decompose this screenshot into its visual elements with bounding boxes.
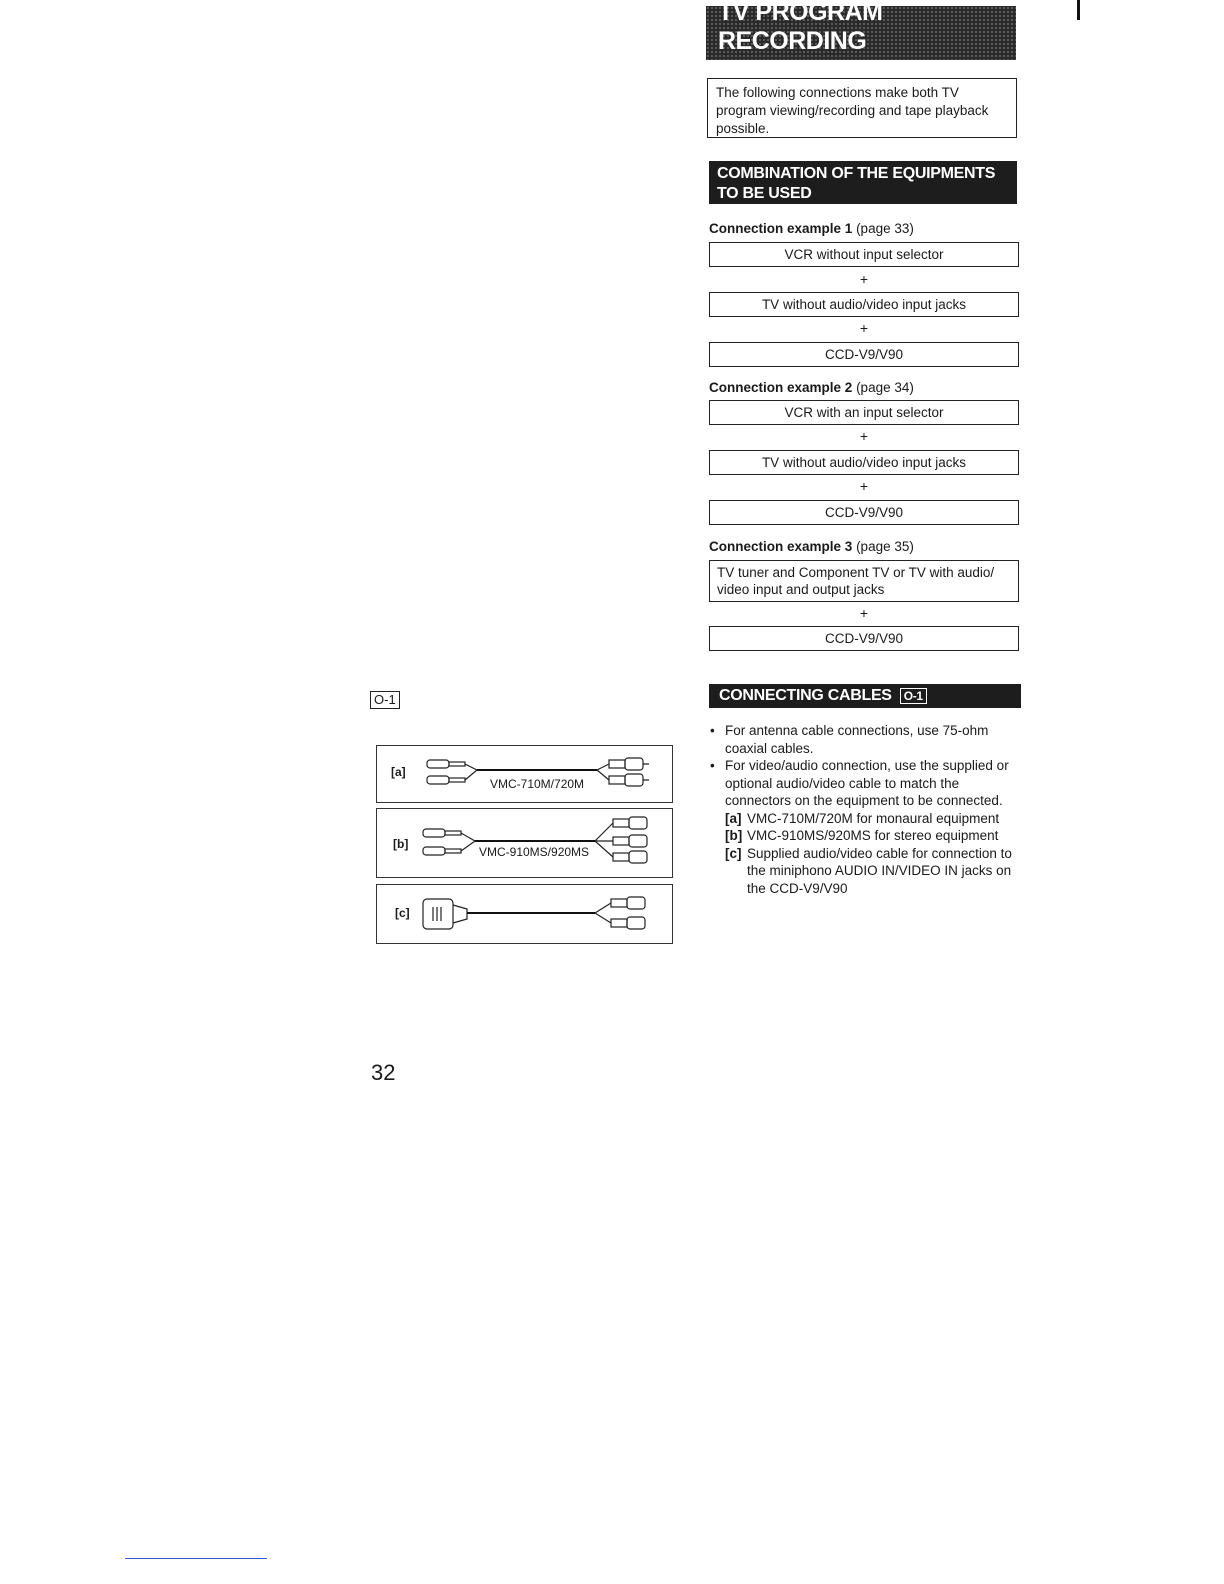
example-3-title: Connection example 3: [709, 539, 853, 554]
cable-c-drawing: [377, 885, 674, 945]
example-3-equipment-1: TV tuner and Component TV or TV with audio/ video input and output jacks: [709, 560, 1019, 602]
example-1-equipment-1: VCR without input selector: [709, 242, 1019, 267]
sub-item-tag: [c]: [725, 845, 742, 861]
edge-mark: [1077, 0, 1080, 20]
sub-item-text: Supplied audio/video cable for connection to the miniphono AUDIO IN/VIDEO IN jacks on the CCD-V9/V90: [747, 845, 1012, 896]
intro-note: The following connections make both TV program viewing/recording and tape playback possible.: [707, 78, 1017, 138]
example-1-page-ref: (page 33): [856, 221, 914, 236]
plus-sign: +: [859, 320, 869, 336]
plus-sign: +: [859, 428, 869, 444]
plus-sign: +: [859, 271, 869, 287]
plus-sign: +: [859, 605, 869, 621]
bullet-antenna: • For antenna cable connections, use 75-ohm coaxial cables.: [710, 722, 1022, 757]
example-2-title: Connection example 2: [709, 380, 853, 395]
connection-example-2-label: [709, 379, 914, 397]
example-1-title: Connection example 1: [709, 221, 853, 236]
cable-b-drawing: [377, 809, 674, 879]
cable-model-b: VMC-910MS/920MS: [479, 845, 590, 859]
example-2-equipment-3: CCD-V9/V90: [709, 500, 1019, 525]
cable-tag-b: [b]: [393, 837, 409, 851]
cable-figure-b: [376, 808, 673, 878]
cable-figure-a: [376, 745, 673, 803]
page-number: 32: [371, 1060, 396, 1085]
cables-heading-text: CONNECTING CABLES: [719, 687, 892, 704]
cable-model-a: VMC-710M/720M: [490, 777, 585, 791]
sub-item-tag: [b]: [725, 828, 743, 843]
example-1-equipment-3: CCD-V9/V90: [709, 342, 1019, 367]
plus-sign: +: [859, 478, 869, 494]
sub-item-tag: [a]: [725, 810, 742, 826]
cables-heading: [709, 684, 1021, 708]
cable-figure-c: [376, 884, 673, 944]
figure-label: O-1: [370, 691, 400, 709]
cables-bullet-list: [710, 722, 1022, 897]
sub-item-text: VMC-910MS/920MS for stereo equipment: [747, 828, 999, 843]
sub-item-b: [710, 827, 1022, 845]
figure-ref-badge: O-1: [900, 688, 927, 704]
example-3-equipment-2: CCD-V9/V90: [709, 626, 1019, 651]
example-3-page-ref: (page 35): [856, 539, 914, 554]
example-1-equipment-2: TV without audio/video input jacks: [709, 292, 1019, 317]
cable-tag-c: [c]: [395, 906, 410, 920]
example-2-equipment-2: TV without audio/video input jacks: [709, 450, 1019, 475]
bottom-rule: [125, 1558, 267, 1559]
bullet-video-audio: • For video/audio connection, use the supplied or optional audio/video cable to match the connectors on the equipment to be connected.: [710, 757, 1022, 810]
combination-heading: COMBINATION OF THE EQUIPMENTS TO BE USED: [709, 161, 1017, 204]
connection-example-3-label: [709, 538, 914, 556]
cable-tag-a: [a]: [391, 765, 406, 779]
example-2-equipment-1: VCR with an input selector: [709, 400, 1019, 425]
sub-item-c: [710, 845, 1022, 898]
page-title: TV PROGRAM RECORDING: [706, 6, 1016, 60]
sub-item-text: VMC-710M/720M for monaural equipment: [747, 810, 1000, 826]
example-2-page-ref: (page 34): [856, 380, 914, 395]
cable-a-drawing: [377, 746, 674, 804]
sub-item-a: [710, 810, 1022, 828]
connection-example-1-label: [709, 220, 914, 238]
